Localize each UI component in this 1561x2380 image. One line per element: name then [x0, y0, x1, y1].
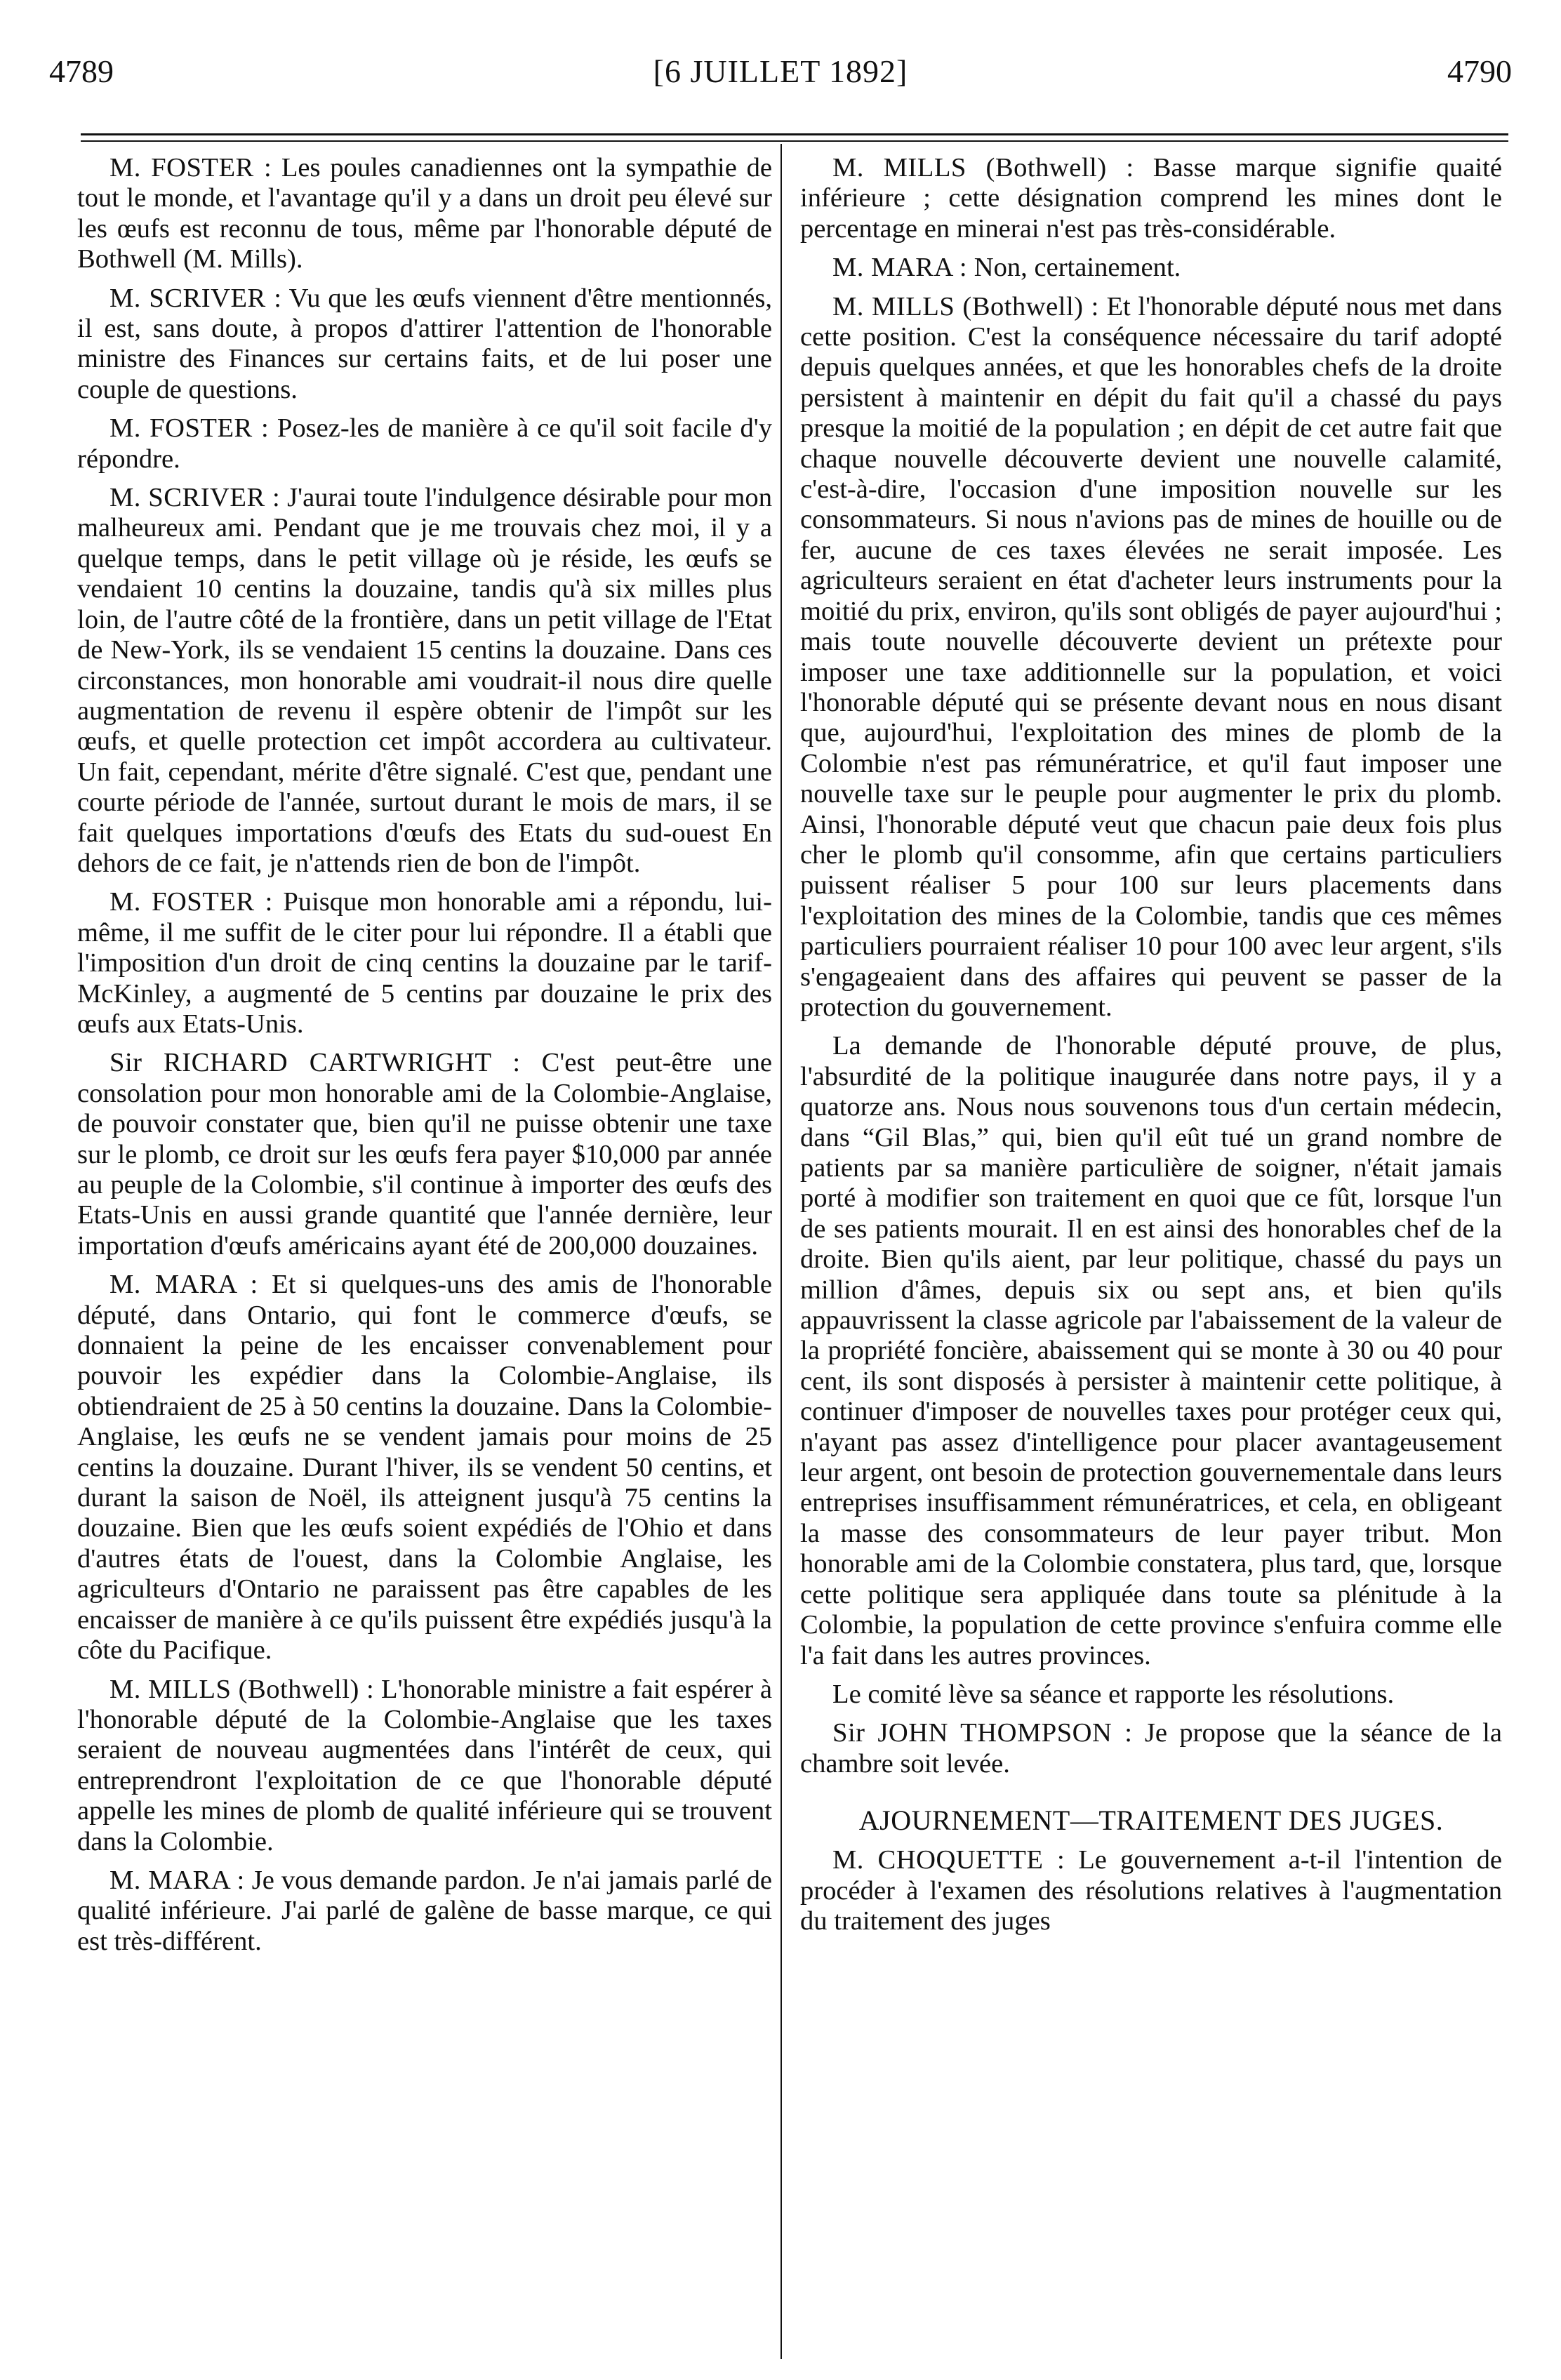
paragraph — [77, 284, 772, 406]
speech-text: J'aurai toute l'indulgence désirable pour mon malheureux ami. Pendant que je me trouvais chez moi, il y a quelque temps, dans le petit village où je réside, les œufs se vendaient 10 centins la douzaine, tandis qu'à six milles plus loin, de l'autre côté de la frontière, dans un petit village de l'Etat de New-York, ils se vendaient 15 centins la douzaine. Dans ces circonstances, mon honorable ami voudrait-il nous dire quelle augmentation de revenu il espère obtenir de l'impôt sur les œufs, et quelle protection cet impôt accordera au cultivateur. Un fait, cependant, mérite d'être signalé. C'est que, pendant une courte période de l'année, surtout durant le mois de mars, il se fait quelques importations d'œufs des Etats du sud-ouest En dehors de ce fait, je n'attends rien de bon de l'impôt. — [77, 483, 772, 878]
speaker-name: M. MILLS (Bothwell) : — [832, 291, 1099, 321]
speaker-name: M. FOSTER : — [109, 887, 273, 917]
speech-text: Le gouvernement a-t-il l'intention de procéder à l'examen des résolutions relatives à l'augmentation du traitement des juges — [800, 1845, 1502, 1936]
speaker-name: Sir JOHN THOMPSON : — [832, 1718, 1133, 1748]
speaker-name: M. MARA : — [109, 1865, 245, 1895]
paragraph — [800, 1680, 1502, 1710]
speech-text: Les poules canadiennes ont la sympathie de tout le monde, et l'avantage qu'il y a dans un droit peu élevé sur les œufs est reconnu de tous, même par l'honorable député de Bothwell (M. Mills). — [77, 153, 772, 274]
speaker-name: M. MARA : — [832, 253, 968, 283]
header-rule-inner — [81, 140, 1508, 142]
speech-text: Posez-les de manière à ce qu'il soit facile d'y répondre. — [77, 413, 772, 474]
paragraph — [77, 413, 772, 474]
speaker-name: M. SCRIVER : — [109, 283, 282, 313]
left-page-number: 4789 — [49, 53, 114, 89]
right-column — [800, 153, 1502, 2352]
speaker-name: M. CHOQUETTE : — [832, 1845, 1065, 1875]
speech-text: Non, certainement. — [974, 253, 1181, 283]
speech-text: La demande de l'honorable député prouve, de plus, l'absurdité de la politique inaugurée dans notre pays, il y a quatorze ans. Nous nous souvenons tous d'un certain médecin, dans “Gil Blas,” qui, bien qu'il eût tué un grand nombre de patients par sa manière particulière de soigner, n'était jamais porté à modifier son traitement en quoi que ce fût, lorsque l'un de ses patients mourait. Il en est ainsi des honorables chef de la droite. Bien qu'ils aient, par leur politique, chassé du pays un million d'âmes, depuis six ou sept ans, et bien qu'ils appauvrissent la classe agricole par l'abaissement de la valeur de la propriété foncière, abaissement qui se monte à 30 ou 40 pour cent, ils sont disposés à persister à maintenir cette politique, à continuer d'imposer de nouvelles taxes pour protéger ceux qui, n'ayant pas assez d'intelligence pour placer avantageusement leur argent, ont besoin de protection gouvernementale dans leurs entreprises insuffisamment rémunératrices, et cela, en obligeant la masse des consommateurs de leur payer tribut. Mon honorable ami de la Colombie constatera, plus tard, que, lorsque cette politique sera appliquée dans toute sa plénitude à la Colombie, la population de cette province s'enfuira comme elle l'a fait dans les autres provinces. — [800, 1031, 1502, 1670]
paragraph — [77, 153, 772, 275]
paragraph — [77, 1270, 772, 1666]
right-page-number: 4790 — [1447, 53, 1512, 89]
left-column — [77, 153, 772, 2352]
paragraph — [800, 1845, 1502, 1936]
paragraph — [800, 153, 1502, 244]
paragraph — [800, 253, 1502, 283]
paragraph — [77, 1866, 772, 1957]
speech-text: L'honorable ministre a fait espérer à l'honorable député de la Colombie-Anglaise que les taxes seraient de nouveau augmentées dans l'intérêt de ceux, qui entreprendront l'exploitation de ce que l'honorable député appelle les mines de plomb de qualité inférieure qui se trouvent dans la Colombie. — [77, 1674, 772, 1856]
paragraph — [77, 887, 772, 1039]
speech-text: Et si quelques-uns des amis de l'honorable député, dans Ontario, qui font le commerce d'œufs, se donnaient la peine de les encaisser convenablement pour pouvoir les expédier dans la Colombie-Anglaise, ils obtiendraient de 25 à 50 centins la douzaine. Dans la Colombie-Anglaise, les œufs ne se vendent jamais pour moins de 25 centins la douzaine. Durant l'hiver, ils se vendent 50 centins, et durant la saison de Noël, ils atteignent jusqu'à 75 centins la douzaine. Bien que les œufs soient expédiés de l'Ohio et dans d'autres états de l'ouest, dans la Colombie Anglaise, les agriculteurs d'Ontario ne paraissent pas être capables de les encaisser de manière à ce qu'ils puissent être expédiés jusqu'à la côte du Pacifique. — [77, 1270, 773, 1666]
column-divider — [780, 144, 782, 2359]
speaker-name: M. MARA : — [109, 1270, 258, 1300]
speech-text: C'est peut-être une consolation pour mon honorable ami de la Colombie-Anglaise, de pouvoir constater que, bien qu'il ne puisse obtenir une taxe sur le plomb, ce droit sur les œufs fera payer $10,000 par année au peuple de la Colombie, s'il continue à importer des œufs des Etats-Unis en aussi grande quantité que l'année dernière, leur importation d'œufs américains ayant été de 200,000 douzaines. — [77, 1048, 772, 1261]
speaker-name: Sir RICHARD CARTWRIGHT : — [109, 1048, 521, 1078]
speaker-name: M. FOSTER : — [109, 153, 272, 182]
paragraph — [800, 1031, 1502, 1671]
page-header — [49, 53, 1512, 95]
header-rule — [81, 133, 1508, 135]
paragraph — [800, 292, 1502, 1023]
speaker-name: M. MILLS (Bothwell) : — [832, 153, 1134, 182]
speaker-name: M. SCRIVER : — [109, 483, 281, 513]
header-date: [6 JUILLET 1892] — [653, 53, 908, 89]
section-heading: AJOURNEMENT—TRAITEMENT DES JUGES. — [858, 1804, 1444, 1837]
paragraph — [77, 483, 772, 879]
speech-text: Vu que les œufs viennent d'être mentionnés, il est, sans doute, à propos d'attirer l'attention de l'honorable ministre des Finances sur certains faits, et de lui poser une couple de questions. — [77, 283, 773, 404]
speech-text: Je propose que la séance de la chambre soit levée. — [800, 1718, 1502, 1779]
speaker-name: M. MILLS (Bothwell) : — [109, 1674, 375, 1704]
paragraph — [800, 1718, 1502, 1779]
speech-text: Basse marque signifie quaité inférieure ; cette désignation comprend les mines dont le percentage en minerai n'est pas très-considérable. — [800, 153, 1502, 244]
paragraph — [77, 1675, 772, 1857]
speech-text: Puisque mon honorable ami a répondu, lui-même, il me suffit de le citer pour lui répondre. Il a établi que l'imposition d'un droit de cinq centins la douzaine par le tarif-McKinley, a augmenté de 5 centins par douzaine le prix des œufs aux Etats-Unis. — [77, 887, 772, 1039]
speaker-name: M. FOSTER : — [109, 413, 270, 444]
speech-text: Je vous demande pardon. Je n'ai jamais parlé de qualité inférieure. J'ai parlé de galène de basse marque, ce qui est très-différent. — [77, 1865, 772, 1956]
speech-text: Et l'honorable député nous met dans cette position. C'est la conséquence nécessaire du tarif adopté depuis quelques années, et que les honorables chefs de la droite persistent à maintenir en dépit du fait qu'il a chassé du pays presque la moitié de la population ; en dépit de cet autre fait que chaque nouvelle découverte devient une nouvelle calamité, c'est-à-dire, l'occasion d'une imposition nouvelle sur les consommateurs. Si nous n'avions pas de mines de houille ou de fer, aucune de ces taxes élevées ne serait imposée. Les agriculteurs seraient en état d'acheter leurs instruments pour la moitié du prix, environ, qu'ils sont obligés de payer aujourd'hui ; mais toute nouvelle découverte devient un prétexte pour imposer une taxe additionnelle sur la population, et voici l'honorable député qui se présente devant nous en nous disant que, aujourd'hui, l'exploitation des mines de plomb de la Colombie n'est pas rémunératrice, et qu'il faut imposer une nouvelle taxe sur le peuple pour augmenter le prix du plomb. Ainsi, l'honorable député veut que chacun paie deux fois plus cher le plomb qu'il consomme, afin que certains particuliers puissent réaliser 5 pour 100 sur leurs placements dans l'exploitation des mines de la Colombie, tandis que ces mêmes particuliers pourraient réaliser 10 pour 100 avec leur argent, s'ils s'engageaient dans des affaires qui peuvent se passer de la protection du gouvernement. — [800, 291, 1502, 1022]
paragraph — [77, 1048, 772, 1261]
speech-text: Le comité lève sa séance et rapporte les résolutions. — [832, 1679, 1395, 1709]
